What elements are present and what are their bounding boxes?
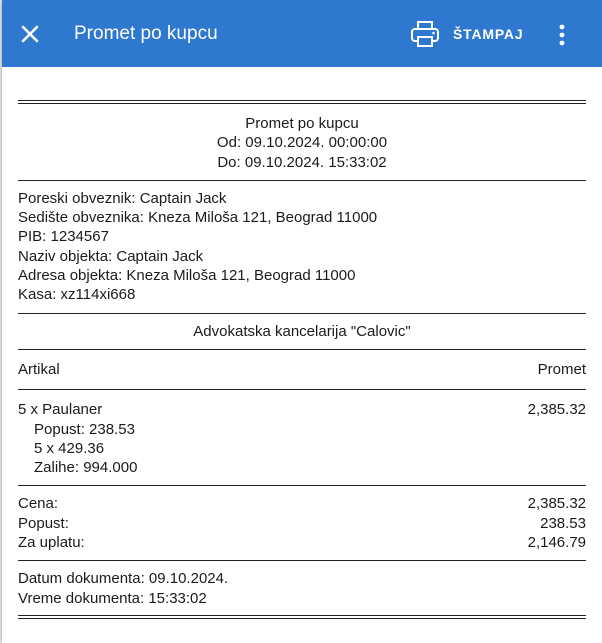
divider xyxy=(18,180,586,181)
object-address: Adresa objekta: Kneza Miloša 121, Beograd 11000 xyxy=(18,267,356,285)
total-discount-label: Popust: xyxy=(18,514,69,532)
total-discount-row xyxy=(18,514,586,533)
total-price-row xyxy=(18,494,586,513)
more-vert-icon[interactable] xyxy=(550,21,574,49)
list-item xyxy=(18,400,586,477)
item-stock: Zalihe: 994.000 xyxy=(34,459,138,477)
divider xyxy=(18,389,586,390)
dialog-title: Promet po kupcu xyxy=(74,23,218,44)
total-price-label: Cena: xyxy=(18,495,59,513)
divider xyxy=(18,560,586,561)
column-headers xyxy=(18,360,586,379)
total-pay-value: 2,146.79 xyxy=(527,534,586,552)
object-name: Naziv objekta: Captain Jack xyxy=(18,247,204,265)
divider xyxy=(18,349,586,350)
period-from: Od: 09.10.2024. 00:00:00 xyxy=(216,134,388,152)
receipt-title: Promet po kupcu xyxy=(245,115,359,132)
item-list xyxy=(18,400,586,477)
report-dialog xyxy=(2,0,602,643)
printer-icon xyxy=(410,20,440,48)
double-divider xyxy=(18,615,586,619)
total-pay-row xyxy=(18,533,586,552)
period-to: Do: 09.10.2024. 15:33:02 xyxy=(217,153,387,171)
totals xyxy=(18,494,586,552)
item-name: 5 x Paulaner xyxy=(18,401,103,419)
item-amount: 2,385.32 xyxy=(527,401,586,419)
document-time: Vreme dokumenta: 15:33:02 xyxy=(18,589,207,607)
double-divider xyxy=(18,100,586,104)
divider xyxy=(18,313,586,314)
dialog-app-bar xyxy=(2,0,602,67)
register-id: Kasa: xz114xi668 xyxy=(18,286,136,304)
receipt xyxy=(18,96,586,623)
total-pay-label: Za uplatu: xyxy=(18,534,85,552)
total-price-value: 2,385.32 xyxy=(527,495,586,513)
taxpayer-seat: Sedište obveznika: Kneza Miloša 121, Beograd 11000 xyxy=(18,209,378,227)
print-button-label: ŠTAMPAJ xyxy=(453,26,524,42)
pib: PIB: 1234567 xyxy=(18,228,109,246)
item-main-row xyxy=(18,400,586,419)
company-info xyxy=(18,189,586,305)
total-discount-value: 238.53 xyxy=(540,514,586,532)
print-button[interactable] xyxy=(410,18,523,50)
document-footer xyxy=(18,569,586,608)
column-item: Artikal xyxy=(18,360,60,378)
receipt-header xyxy=(18,114,586,172)
divider xyxy=(18,485,586,486)
item-discount: Popust: 238.53 xyxy=(34,420,135,438)
column-turnover: Promet xyxy=(537,360,586,378)
item-qty-price: 5 x 429.36 xyxy=(34,439,105,457)
taxpayer: Poreski obveznik: Captain Jack xyxy=(18,189,227,207)
document-date: Datum dokumenta: 09.10.2024. xyxy=(18,570,229,588)
customer-name: Advokatska kancelarija "Calovic" xyxy=(193,322,411,340)
close-icon[interactable] xyxy=(16,20,44,48)
